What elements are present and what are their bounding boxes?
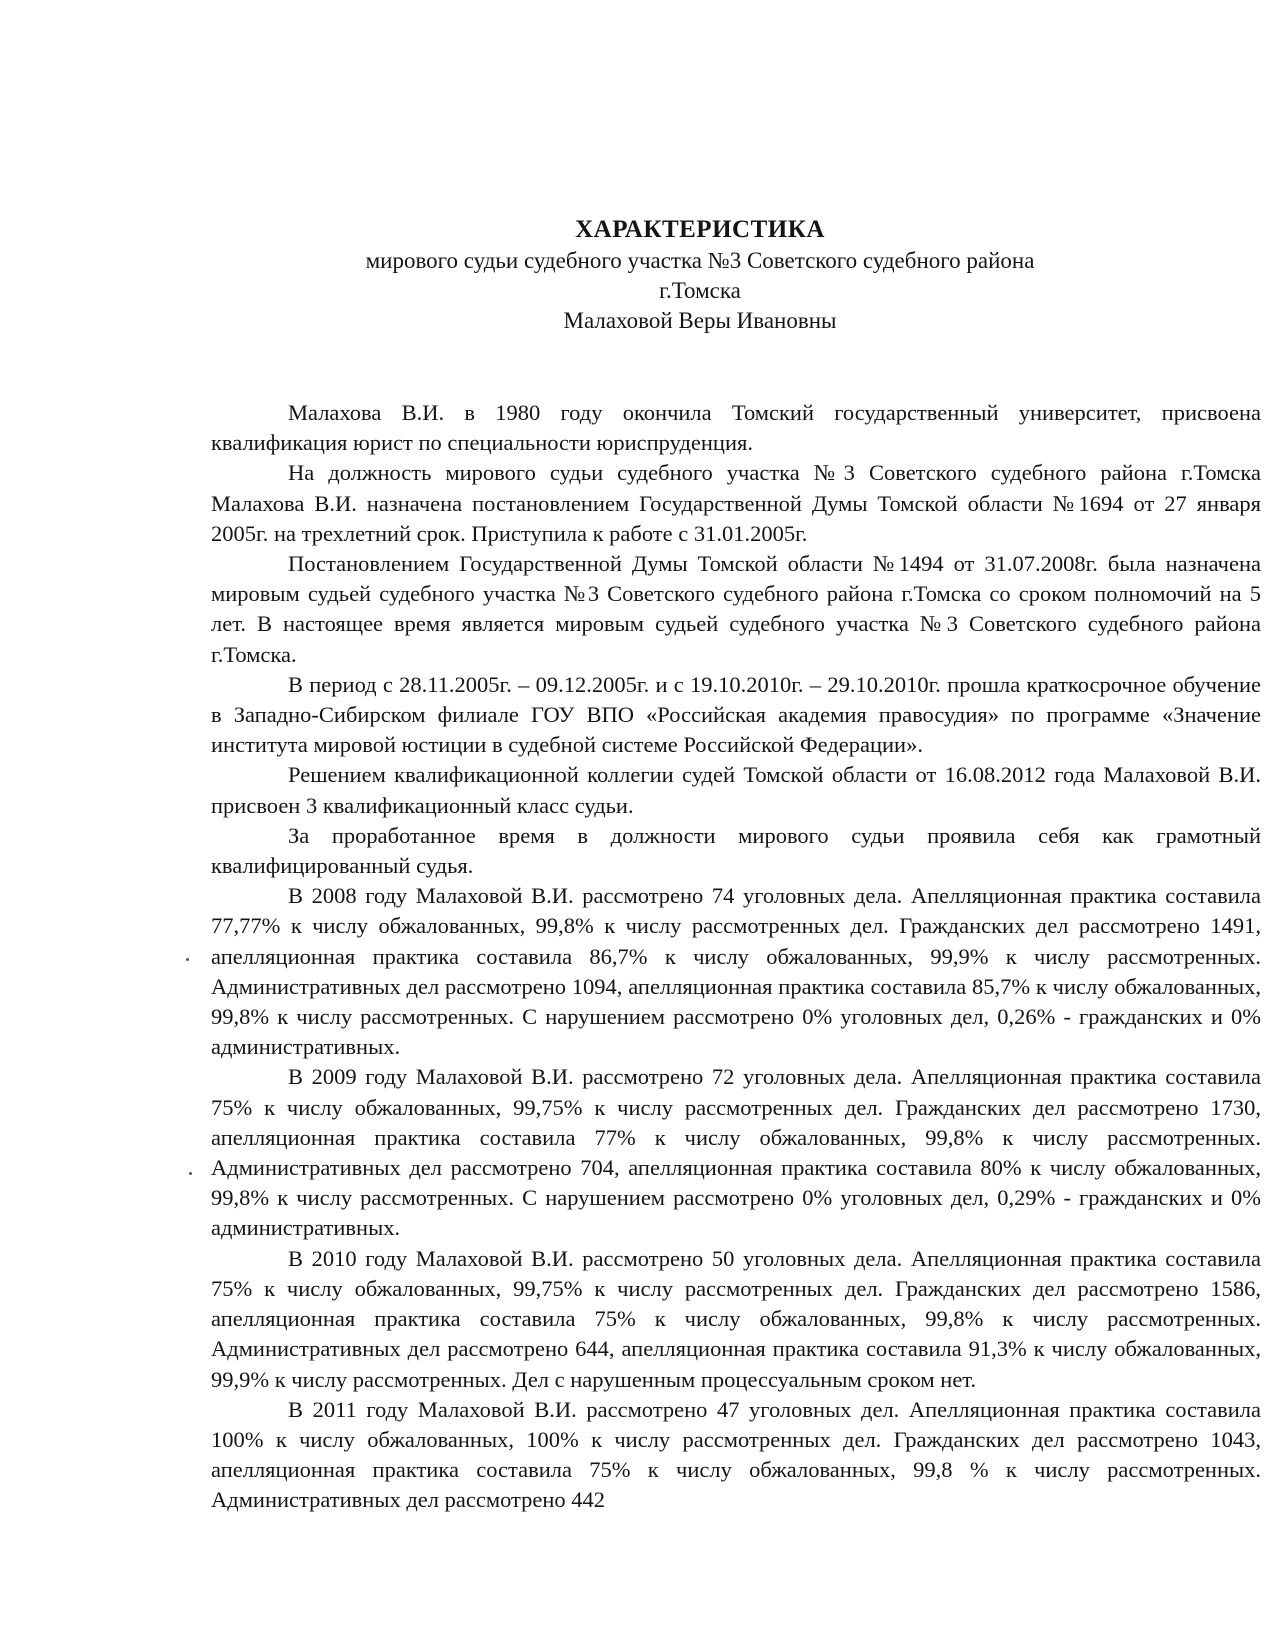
paragraph-appointment: На должность мирового судьи судебного участка №3 Советского судебного района г.Томска Малахова В.И. назначена постановлением Государственной Думы Томской области №1694 от 27 января 2005г. на трехлетний срок. Приступила к работе с 31.01.2005г. bbox=[211, 460, 1261, 546]
subtitle-line-court: мирового судьи судебного участка №3 Советского судебного района bbox=[365, 248, 1035, 273]
subtitle-line-city: г.Томска bbox=[659, 278, 741, 303]
paragraph-reappointment: Постановлением Государственной Думы Томской области №1494 от 31.07.2008г. была назначена мировым судьей судебного участка №3 Советского судебного района г.Томска со сроком полномочий на 5 лет. В настоящее время является мировым судьей судебного участка №3 Советского судебного района г.Томска. bbox=[211, 551, 1261, 667]
paragraph-training: В период с 28.11.2005г. – 09.12.2005г. и с 19.10.2010г. – 29.10.2010г. прошла краткосрочное обучение в Западно-Сибирском филиале ГОУ ВПО «Российская академия правосудия» по программе «Значение института мировой юстиции в судебной системе Российской Федерации». bbox=[211, 671, 1261, 758]
paragraph-education: Малахова В.И. в 1980 году окончила Томский государственный университет, присвоена квалификация юрист по специальности юриспруденция. bbox=[211, 400, 1261, 456]
document-header bbox=[200, 214, 1260, 336]
scan-speck bbox=[189, 1172, 192, 1175]
paragraph-qualification-class: Решением квалификационной коллегии судей Томской области от 16.08.2012 года Малаховой В.И. присвоен 3 квалификационный класс судьи. bbox=[211, 762, 1261, 818]
paragraph-assessment: За проработанное время в должности мирового судьи проявила себя как грамотный квалифицированный судья. bbox=[211, 822, 1261, 879]
document-body bbox=[211, 398, 1261, 1516]
paragraph-stats-2008: В 2008 году Малаховой В.И. рассмотрено 74 уголовных дела. Апелляционная практика составила 77,77% к числу обжалованных, 99,8% к числу рассмотренных дел. Гражданских дел рассмотрено 1491, апелляционная практика составила 86,7% к числу обжалованных, 99,9% к числу рассмотренных. Административных дел рассмотрено 1094, апелляционная практика составила 85,7% к числу обжалованных, 99,8% к числу рассмотренных. С нарушением рассмотрено 0% уголовных дел, 0,26% - гражданских и 0% административных. bbox=[211, 883, 1261, 1060]
scan-speck bbox=[186, 958, 189, 961]
subtitle-line-name: Малаховой Веры Ивановны bbox=[563, 308, 837, 333]
document-title: ХАРАКТЕРИСТИКА bbox=[575, 216, 825, 243]
paragraph-stats-2011: В 2011 году Малаховой В.И. рассмотрено 47 уголовных дел. Апелляционная практика составила 100% к числу обжалованных, 100% к числу рассмотренных дел. Гражданских дел рассмотрено 1043, апелляционная практика составила 75% к числу обжалованных, 99,8 % к числу рассмотренных. Административных дел рассмотрено 442 bbox=[211, 1396, 1261, 1513]
paragraph-stats-2009: В 2009 году Малаховой В.И. рассмотрено 72 уголовных дела. Апелляционная практика составила 75% к числу обжалованных, 99,75% к числу рассмотренных дел. Гражданских дел рассмотрено 1730, апелляционная практика составила 77% к числу обжалованных, 99,8% к числу рассмотренных. Административных дел рассмотрено 704, апелляционная практика составила 80% к числу обжалованных, 99,8% к числу рассмотренных. С нарушением рассмотрено 0% уголовных дел, 0,29% - гражданских и 0% административных. bbox=[211, 1064, 1261, 1241]
paragraph-stats-2010: В 2010 году Малаховой В.И. рассмотрено 50 уголовных дела. Апелляционная практика составила 75% к числу обжалованных, 99,75% к числу рассмотренных дел. Гражданских дел рассмотрено 1586, апелляционная практика составила 75% к числу обжалованных, 99,8% к числу рассмотренных. Административных дел рассмотрено 644, апелляционная практика составила 91,3% к числу обжалованных, 99,9% к числу рассмотренных. Дел с нарушенным процессуальным сроком нет. bbox=[211, 1245, 1261, 1392]
